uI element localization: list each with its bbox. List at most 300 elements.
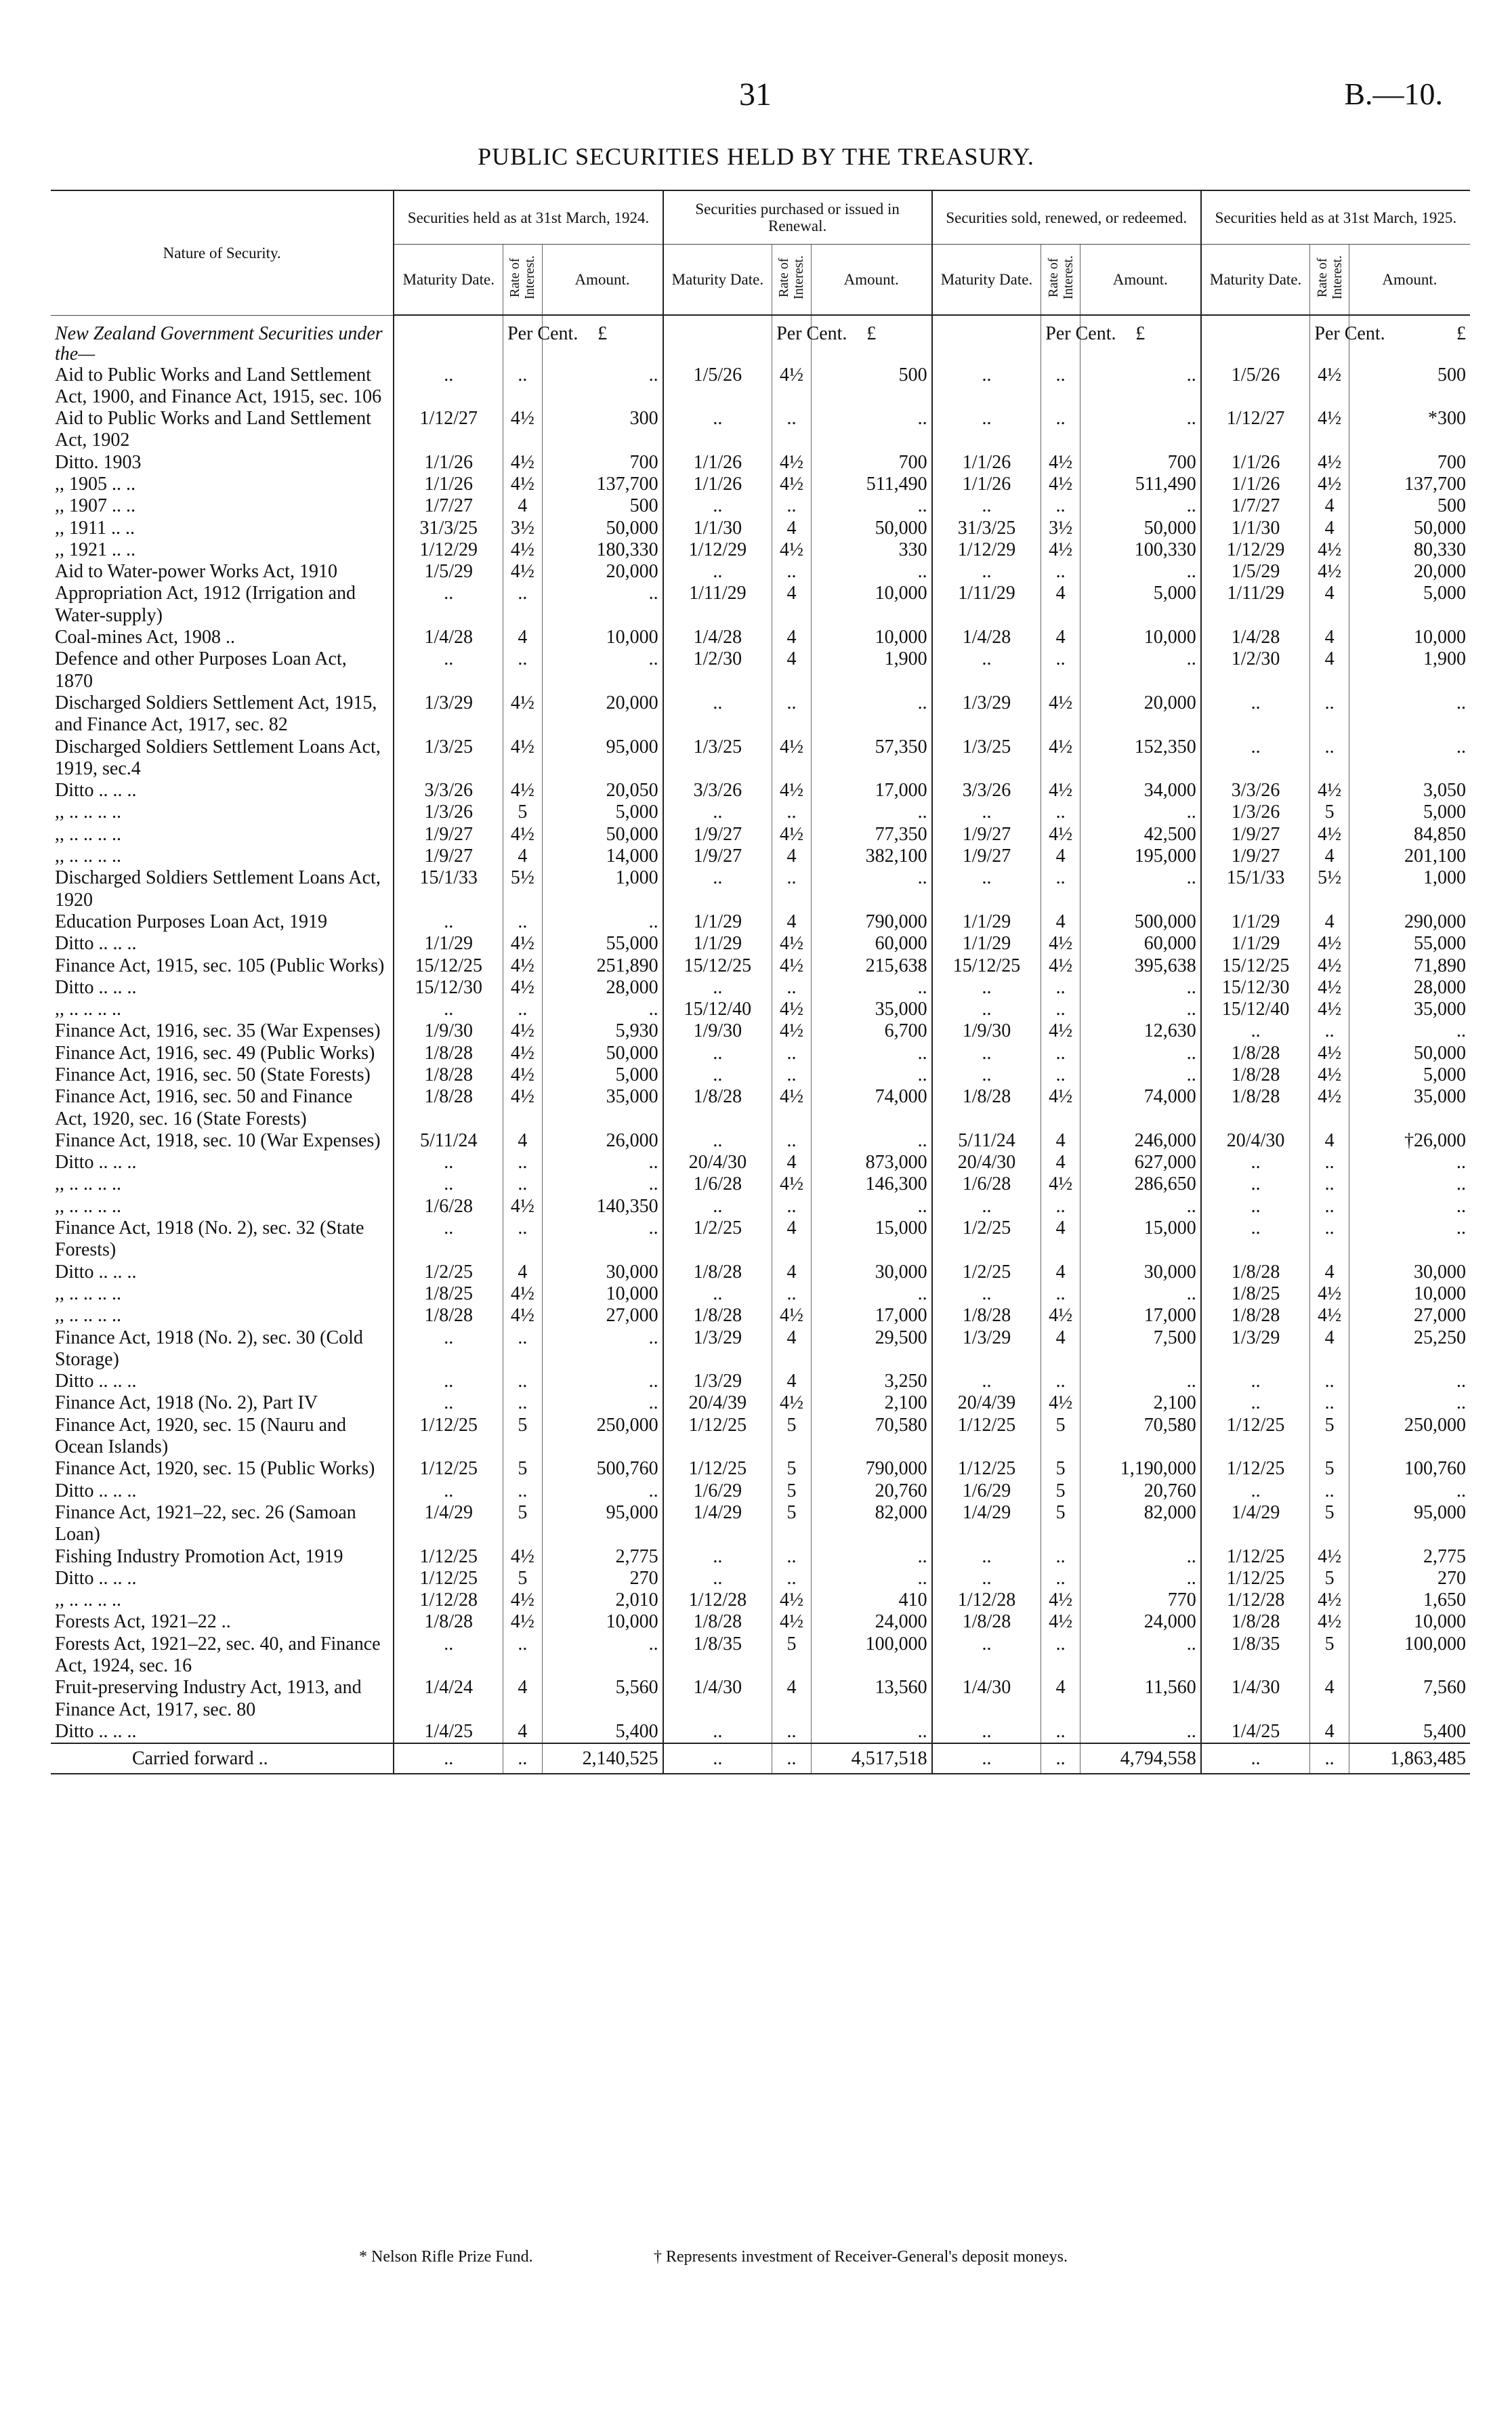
rate-cell: 4 bbox=[1041, 1130, 1080, 1152]
rate-cell: 4 bbox=[1041, 1677, 1080, 1721]
security-name: Finance Act, 1918, sec. 10 (War Expenses) bbox=[55, 1129, 381, 1151]
amount-cell: 10,000 bbox=[811, 627, 931, 648]
amount-cell: 250,000 bbox=[1349, 1415, 1470, 1459]
rate-cell: .. bbox=[1310, 1218, 1349, 1262]
group-header-held-1925: Securities held as at 31st March, 1925. bbox=[1201, 190, 1470, 245]
amount-cell: 1,190,000 bbox=[1080, 1458, 1200, 1480]
amount-cell: 137,700 bbox=[542, 474, 663, 495]
maturity-cell: 1/9/27 bbox=[1201, 846, 1310, 867]
security-name: Finance Act, 1916, sec. 35 (War Expenses) bbox=[55, 1020, 381, 1042]
maturity-cell: 1/9/27 bbox=[932, 846, 1041, 867]
maturity-cell: 1/8/28 bbox=[663, 1086, 772, 1130]
maturity-cell: 1/3/25 bbox=[663, 736, 772, 781]
security-name: ,, 1921 .. .. bbox=[55, 539, 135, 560]
security-name: Ditto .. .. .. bbox=[55, 976, 137, 998]
amount-cell: 700 bbox=[1080, 452, 1200, 474]
rate-header: Rate of Interest. bbox=[772, 245, 812, 316]
rate-cell: .. bbox=[772, 1568, 812, 1589]
amount-cell: 2,140,525 bbox=[542, 1743, 663, 1773]
rate-cell: 4½ bbox=[772, 1305, 812, 1327]
amount-cell: 382,100 bbox=[811, 846, 931, 867]
amount-cell: .. bbox=[1080, 802, 1200, 823]
amount-cell: 7,560 bbox=[1349, 1677, 1470, 1721]
amount-cell: 2,775 bbox=[1349, 1546, 1470, 1568]
security-name: ,, .. .. .. .. bbox=[55, 1283, 121, 1304]
amount-cell: 790,000 bbox=[811, 1458, 931, 1480]
table-row bbox=[51, 780, 1470, 802]
maturity-cell: 1/11/29 bbox=[932, 583, 1041, 627]
maturity-cell: 1/4/29 bbox=[1201, 1502, 1310, 1546]
amount-cell: 152,350 bbox=[1080, 736, 1200, 781]
maturity-cell: 1/8/28 bbox=[932, 1611, 1041, 1633]
footnote-star: * Nelson Rifle Prize Fund. bbox=[359, 2248, 533, 2266]
amount-cell: .. bbox=[542, 1173, 663, 1195]
rate-header: Rate of Interest. bbox=[503, 245, 543, 316]
maturity-cell: 1/1/29 bbox=[932, 911, 1041, 933]
amount-cell: .. bbox=[1080, 561, 1200, 583]
security-name: Finance Act, 1915, sec. 105 (Public Works) bbox=[55, 955, 385, 976]
rate-cell: 4½ bbox=[1041, 539, 1080, 561]
maturity-cell: 1/9/30 bbox=[394, 1020, 503, 1042]
rate-cell: 4½ bbox=[503, 474, 543, 495]
rate-cell: 4½ bbox=[503, 1546, 543, 1568]
security-name: ,, 1905 .. .. bbox=[55, 473, 135, 495]
amount-cell: .. bbox=[811, 802, 931, 823]
maturity-cell: 20/4/30 bbox=[1201, 1130, 1310, 1152]
amount-cell: 30,000 bbox=[1080, 1262, 1200, 1283]
rate-cell: .. bbox=[1041, 802, 1080, 823]
rate-cell: 4 bbox=[1310, 495, 1349, 517]
amount-cell: 20,000 bbox=[1349, 561, 1470, 583]
amount-cell: .. bbox=[1080, 1371, 1200, 1392]
amount-cell: 790,000 bbox=[811, 911, 931, 933]
rate-cell: .. bbox=[1041, 977, 1080, 999]
amount-cell: 700 bbox=[811, 452, 931, 474]
amount-cell: 410 bbox=[811, 1589, 931, 1611]
amount-cell: 4,794,558 bbox=[1080, 1743, 1200, 1773]
maturity-cell: .. bbox=[663, 1064, 772, 1086]
rate-cell: 4½ bbox=[1310, 999, 1349, 1020]
amount-cell: 82,000 bbox=[811, 1502, 931, 1546]
maturity-cell: 20/4/30 bbox=[663, 1152, 772, 1173]
rate-cell: .. bbox=[1310, 1173, 1349, 1195]
maturity-cell: 1/3/29 bbox=[663, 1371, 772, 1392]
table-row bbox=[51, 736, 1470, 781]
rate-cell: 4 bbox=[1310, 911, 1349, 933]
amount-cell: 6,700 bbox=[811, 1020, 931, 1042]
rate-cell: 4½ bbox=[1310, 1305, 1349, 1327]
rate-cell: 5½ bbox=[1310, 867, 1349, 911]
rate-cell: .. bbox=[503, 1392, 543, 1414]
amount-cell: 15,000 bbox=[811, 1218, 931, 1262]
table-row bbox=[51, 1064, 1470, 1086]
amount-cell: 100,760 bbox=[1349, 1458, 1470, 1480]
amount-cell: 511,490 bbox=[1080, 474, 1200, 495]
maturity-cell: 1/12/29 bbox=[663, 539, 772, 561]
maturity-cell: .. bbox=[394, 1173, 503, 1195]
amount-cell: 84,850 bbox=[1349, 824, 1470, 846]
rate-cell: .. bbox=[503, 1218, 543, 1262]
maturity-cell: 20/4/30 bbox=[932, 1152, 1041, 1173]
rate-cell: 4½ bbox=[1310, 1283, 1349, 1305]
amount-cell: 700 bbox=[542, 452, 663, 474]
table-row bbox=[51, 1546, 1470, 1568]
maturity-cell: .. bbox=[394, 1634, 503, 1678]
rate-cell: 4½ bbox=[1041, 955, 1080, 977]
table-row bbox=[51, 999, 1470, 1020]
maturity-cell: 15/12/25 bbox=[932, 955, 1041, 977]
amount-cell: 10,000 bbox=[1349, 1611, 1470, 1633]
amount-cell: *300 bbox=[1349, 408, 1470, 452]
rate-cell: .. bbox=[1041, 1568, 1080, 1589]
rate-cell: .. bbox=[1041, 1196, 1080, 1218]
maturity-cell: .. bbox=[1201, 1218, 1310, 1262]
rate-header: Rate of Interest. bbox=[1310, 245, 1349, 316]
amount-cell: 500 bbox=[1349, 495, 1470, 517]
rate-cell: 5 bbox=[503, 1458, 543, 1480]
table-row bbox=[51, 1196, 1470, 1218]
amount-cell: 25,250 bbox=[1349, 1327, 1470, 1371]
rate-cell: 4½ bbox=[1310, 365, 1349, 409]
rate-cell: .. bbox=[503, 1480, 543, 1502]
rate-cell: 4½ bbox=[1041, 933, 1080, 955]
amount-cell: 35,000 bbox=[811, 999, 931, 1020]
maturity-cell: 1/6/28 bbox=[932, 1173, 1041, 1195]
rate-cell: .. bbox=[772, 977, 812, 999]
amount-cell: .. bbox=[1080, 408, 1200, 452]
amount-cell: 24,000 bbox=[1080, 1611, 1200, 1633]
amount-cell: 29,500 bbox=[811, 1327, 931, 1371]
rate-cell: .. bbox=[772, 408, 812, 452]
rate-cell: .. bbox=[503, 583, 543, 627]
rate-cell: .. bbox=[772, 1130, 812, 1152]
amount-cell: 74,000 bbox=[1080, 1086, 1200, 1130]
table-row bbox=[51, 1677, 1470, 1721]
amount-cell: .. bbox=[1349, 736, 1470, 781]
security-name: ,, .. .. .. .. bbox=[55, 999, 121, 1020]
amount-cell: 300 bbox=[542, 408, 663, 452]
maturity-cell: .. bbox=[663, 1130, 772, 1152]
rate-cell: 5 bbox=[503, 802, 543, 823]
security-name: Ditto .. .. .. bbox=[55, 1567, 137, 1589]
amount-cell: 251,890 bbox=[542, 955, 663, 977]
amount-cell: 500 bbox=[811, 365, 931, 409]
rate-cell: 4½ bbox=[1041, 1173, 1080, 1195]
maturity-cell: 1/2/30 bbox=[1201, 648, 1310, 692]
amount-header: Amount. bbox=[1349, 245, 1470, 316]
amount-cell: 5,400 bbox=[1349, 1721, 1470, 1743]
security-name: Aid to Public Works and Land Settlement Act, 1902 bbox=[55, 408, 371, 451]
maturity-cell: .. bbox=[394, 1392, 503, 1414]
maturity-cell: .. bbox=[1201, 692, 1310, 736]
amount-cell: 2,010 bbox=[542, 1589, 663, 1611]
rate-cell: 4½ bbox=[772, 933, 812, 955]
amount-cell: 13,560 bbox=[811, 1677, 931, 1721]
maturity-cell: 1/3/29 bbox=[1201, 1327, 1310, 1371]
maturity-cell: 3/3/26 bbox=[663, 780, 772, 802]
table-row bbox=[51, 452, 1470, 474]
maturity-cell: .. bbox=[932, 977, 1041, 999]
table-row bbox=[51, 977, 1470, 999]
rate-cell: 4 bbox=[772, 846, 812, 867]
maturity-cell: 1/8/28 bbox=[1201, 1043, 1310, 1064]
maturity-cell: 1/8/28 bbox=[1201, 1305, 1310, 1327]
amount-cell: 95,000 bbox=[542, 736, 663, 781]
maturity-cell: 15/12/25 bbox=[394, 955, 503, 977]
amount-cell: 3,250 bbox=[811, 1371, 931, 1392]
security-name: Finance Act, 1920, sec. 15 (Public Works) bbox=[55, 1458, 375, 1480]
amount-cell: 500,760 bbox=[542, 1458, 663, 1480]
security-name: Ditto. 1903 bbox=[55, 451, 142, 473]
maturity-cell: .. bbox=[1201, 1152, 1310, 1173]
maturity-cell: .. bbox=[394, 911, 503, 933]
amount-cell: 17,000 bbox=[811, 780, 931, 802]
amount-cell: 20,760 bbox=[1080, 1480, 1200, 1502]
maturity-cell: 1/9/27 bbox=[394, 846, 503, 867]
maturity-cell: .. bbox=[932, 1568, 1041, 1589]
maturity-cell: 1/12/25 bbox=[1201, 1546, 1310, 1568]
table-row bbox=[51, 408, 1470, 452]
rate-cell: 4½ bbox=[503, 1043, 543, 1064]
rate-cell: .. bbox=[1310, 1020, 1349, 1042]
amount-cell: .. bbox=[1080, 999, 1200, 1020]
rate-cell: .. bbox=[1310, 736, 1349, 781]
maturity-cell: .. bbox=[1201, 736, 1310, 781]
amount-cell: .. bbox=[1080, 1634, 1200, 1678]
rate-cell: 4½ bbox=[1041, 1392, 1080, 1414]
rate-cell: 4½ bbox=[1041, 1020, 1080, 1042]
maturity-cell: 1/6/28 bbox=[663, 1173, 772, 1195]
per-cent-label: Per Cent. bbox=[503, 315, 543, 365]
amount-cell: .. bbox=[1080, 867, 1200, 911]
rate-cell: 5 bbox=[772, 1480, 812, 1502]
rate-cell: .. bbox=[1310, 692, 1349, 736]
maturity-cell: 1/8/28 bbox=[663, 1611, 772, 1633]
maturity-cell: 1/12/25 bbox=[932, 1458, 1041, 1480]
amount-header: Amount. bbox=[1080, 245, 1200, 316]
maturity-cell: .. bbox=[663, 692, 772, 736]
table-row bbox=[51, 627, 1470, 648]
rate-cell: 5 bbox=[772, 1415, 812, 1459]
amount-cell: 12,630 bbox=[1080, 1020, 1200, 1042]
table-row bbox=[51, 933, 1470, 955]
rate-cell: .. bbox=[1041, 408, 1080, 452]
maturity-cell: .. bbox=[394, 1218, 503, 1262]
amount-cell: 873,000 bbox=[811, 1152, 931, 1173]
table-row bbox=[51, 955, 1470, 977]
footnote-dagger: † Represents investment of Receiver-General's deposit moneys. bbox=[654, 2248, 1068, 2266]
rate-cell: 4½ bbox=[503, 1020, 543, 1042]
maturity-cell: 1/12/25 bbox=[394, 1458, 503, 1480]
maturity-cell: 1/9/27 bbox=[663, 846, 772, 867]
amount-cell: .. bbox=[811, 692, 931, 736]
rate-cell: 4½ bbox=[1310, 408, 1349, 452]
rate-cell: .. bbox=[772, 692, 812, 736]
maturity-cell: 1/12/25 bbox=[394, 1568, 503, 1589]
rate-cell: 4 bbox=[1041, 1218, 1080, 1262]
amount-cell: .. bbox=[1080, 1064, 1200, 1086]
maturity-cell: 3/3/26 bbox=[932, 780, 1041, 802]
rate-cell: 4 bbox=[1310, 1721, 1349, 1743]
security-name: Aid to Water-power Works Act, 1910 bbox=[55, 561, 337, 583]
maturity-cell: .. bbox=[663, 1283, 772, 1305]
security-name: ,, .. .. .. .. bbox=[55, 1305, 121, 1327]
maturity-cell: .. bbox=[663, 408, 772, 452]
maturity-cell: 1/1/26 bbox=[394, 452, 503, 474]
amount-cell: 5,000 bbox=[1349, 802, 1470, 823]
rate-cell: 4½ bbox=[1310, 474, 1349, 495]
rate-cell: 4 bbox=[503, 1130, 543, 1152]
rate-cell: 4½ bbox=[503, 1611, 543, 1633]
maturity-cell: 1/11/29 bbox=[1201, 583, 1310, 627]
maturity-cell: .. bbox=[663, 867, 772, 911]
rate-cell: .. bbox=[503, 648, 543, 692]
units-row bbox=[51, 315, 1470, 365]
maturity-header: Maturity Date. bbox=[394, 245, 503, 316]
rate-cell: 4½ bbox=[503, 1086, 543, 1130]
maturity-cell: .. bbox=[663, 977, 772, 999]
rate-cell: .. bbox=[1041, 1721, 1080, 1743]
maturity-cell: .. bbox=[932, 1371, 1041, 1392]
maturity-cell: 1/3/25 bbox=[394, 736, 503, 781]
table-row bbox=[51, 1218, 1470, 1262]
amount-cell: .. bbox=[811, 1283, 931, 1305]
table-row bbox=[51, 1371, 1470, 1392]
rate-cell: 5 bbox=[503, 1415, 543, 1459]
maturity-cell: .. bbox=[932, 1743, 1041, 1773]
amount-cell: .. bbox=[1349, 1392, 1470, 1414]
amount-cell: 82,000 bbox=[1080, 1502, 1200, 1546]
maturity-cell: 31/3/25 bbox=[932, 518, 1041, 539]
amount-cell: 5,560 bbox=[542, 1677, 663, 1721]
maturity-cell: 1/11/29 bbox=[663, 583, 772, 627]
rate-cell: .. bbox=[503, 1152, 543, 1173]
rate-cell: .. bbox=[503, 365, 543, 409]
security-name: Finance Act, 1916, sec. 49 (Public Works) bbox=[55, 1042, 375, 1064]
amount-cell: 55,000 bbox=[542, 933, 663, 955]
maturity-cell: 5/11/24 bbox=[394, 1130, 503, 1152]
rate-cell: .. bbox=[1310, 1152, 1349, 1173]
security-name: Finance Act, 1918 (No. 2), Part IV bbox=[55, 1392, 318, 1414]
amount-cell: .. bbox=[542, 911, 663, 933]
table-row bbox=[51, 1480, 1470, 1502]
amount-cell: 270 bbox=[542, 1568, 663, 1589]
rate-cell: 3½ bbox=[1041, 518, 1080, 539]
rate-cell: 4½ bbox=[503, 736, 543, 781]
rate-cell: 4½ bbox=[772, 1392, 812, 1414]
amount-cell: 14,000 bbox=[542, 846, 663, 867]
maturity-cell: .. bbox=[1201, 1173, 1310, 1195]
maturity-cell: 1/12/25 bbox=[1201, 1568, 1310, 1589]
rate-cell: 5 bbox=[1310, 802, 1349, 823]
maturity-cell: 15/12/25 bbox=[663, 955, 772, 977]
table-row bbox=[51, 1152, 1470, 1173]
maturity-cell: 1/8/28 bbox=[932, 1305, 1041, 1327]
maturity-cell: .. bbox=[932, 867, 1041, 911]
table-row bbox=[51, 824, 1470, 846]
rate-cell: 4 bbox=[772, 627, 812, 648]
rate-cell: 4 bbox=[1310, 1130, 1349, 1152]
maturity-cell: .. bbox=[663, 802, 772, 823]
table-row bbox=[51, 1568, 1470, 1589]
maturity-cell: 1/2/25 bbox=[663, 1218, 772, 1262]
amount-cell: 50,000 bbox=[542, 518, 663, 539]
amount-cell: 60,000 bbox=[1080, 933, 1200, 955]
amount-cell: 30,000 bbox=[811, 1262, 931, 1283]
maturity-cell: 1/2/30 bbox=[663, 648, 772, 692]
rate-cell: 4½ bbox=[1041, 780, 1080, 802]
amount-cell: 1,000 bbox=[1349, 867, 1470, 911]
maturity-cell: 1/1/29 bbox=[932, 933, 1041, 955]
maturity-cell: 1/1/29 bbox=[663, 933, 772, 955]
maturity-header: Maturity Date. bbox=[932, 245, 1041, 316]
pound-label: £ bbox=[1349, 315, 1470, 365]
security-name: Ditto .. .. .. bbox=[55, 1720, 137, 1742]
amount-cell: .. bbox=[811, 1721, 931, 1743]
amount-cell: 2,775 bbox=[542, 1546, 663, 1568]
rate-cell: 5 bbox=[1310, 1502, 1349, 1546]
rate-cell: 5 bbox=[1041, 1415, 1080, 1459]
rate-cell: 4½ bbox=[1310, 977, 1349, 999]
amount-cell: 2,100 bbox=[811, 1392, 931, 1414]
table-row bbox=[51, 495, 1470, 517]
maturity-cell: 15/12/25 bbox=[1201, 955, 1310, 977]
amount-cell: 35,000 bbox=[1349, 1086, 1470, 1130]
rate-cell: 4½ bbox=[772, 1589, 812, 1611]
table-row bbox=[51, 1086, 1470, 1130]
maturity-cell: .. bbox=[394, 1371, 503, 1392]
maturity-cell: .. bbox=[663, 1196, 772, 1218]
amount-cell: .. bbox=[811, 1568, 931, 1589]
maturity-cell: .. bbox=[394, 1152, 503, 1173]
amount-cell: 146,300 bbox=[811, 1173, 931, 1195]
amount-cell: 4,517,518 bbox=[811, 1743, 931, 1773]
rate-cell: .. bbox=[503, 1634, 543, 1678]
rate-cell: .. bbox=[772, 867, 812, 911]
maturity-cell: 1/4/29 bbox=[663, 1502, 772, 1546]
rate-cell: 4½ bbox=[503, 539, 543, 561]
maturity-cell: 1/8/35 bbox=[663, 1634, 772, 1678]
rate-cell: 5 bbox=[1310, 1458, 1349, 1480]
amount-cell: 137,700 bbox=[1349, 474, 1470, 495]
maturity-cell: 1/12/27 bbox=[1201, 408, 1310, 452]
amount-cell: .. bbox=[811, 977, 931, 999]
amount-cell: .. bbox=[542, 1218, 663, 1262]
amount-cell: 77,350 bbox=[811, 824, 931, 846]
maturity-cell: 1/1/29 bbox=[1201, 911, 1310, 933]
maturity-cell: 1/9/27 bbox=[394, 824, 503, 846]
rate-cell: .. bbox=[1310, 1480, 1349, 1502]
amount-cell: 80,330 bbox=[1349, 539, 1470, 561]
rate-cell: 4 bbox=[503, 846, 543, 867]
amount-cell: .. bbox=[542, 583, 663, 627]
rate-cell: .. bbox=[1310, 1743, 1349, 1773]
maturity-cell: 3/3/26 bbox=[394, 780, 503, 802]
rate-cell: 4½ bbox=[1041, 474, 1080, 495]
rate-cell: 4½ bbox=[1310, 452, 1349, 474]
amount-cell: 10,000 bbox=[1080, 627, 1200, 648]
amount-cell: 215,638 bbox=[811, 955, 931, 977]
maturity-cell: 15/1/33 bbox=[394, 867, 503, 911]
amount-cell: .. bbox=[1349, 1020, 1470, 1042]
amount-cell: 30,000 bbox=[1349, 1262, 1470, 1283]
rate-cell: 4½ bbox=[503, 955, 543, 977]
security-name: Fishing Industry Promotion Act, 1919 bbox=[55, 1545, 343, 1567]
rate-cell: 4½ bbox=[772, 452, 812, 474]
rate-cell: .. bbox=[1041, 1371, 1080, 1392]
amount-cell: .. bbox=[1080, 1568, 1200, 1589]
maturity-cell: .. bbox=[932, 561, 1041, 583]
